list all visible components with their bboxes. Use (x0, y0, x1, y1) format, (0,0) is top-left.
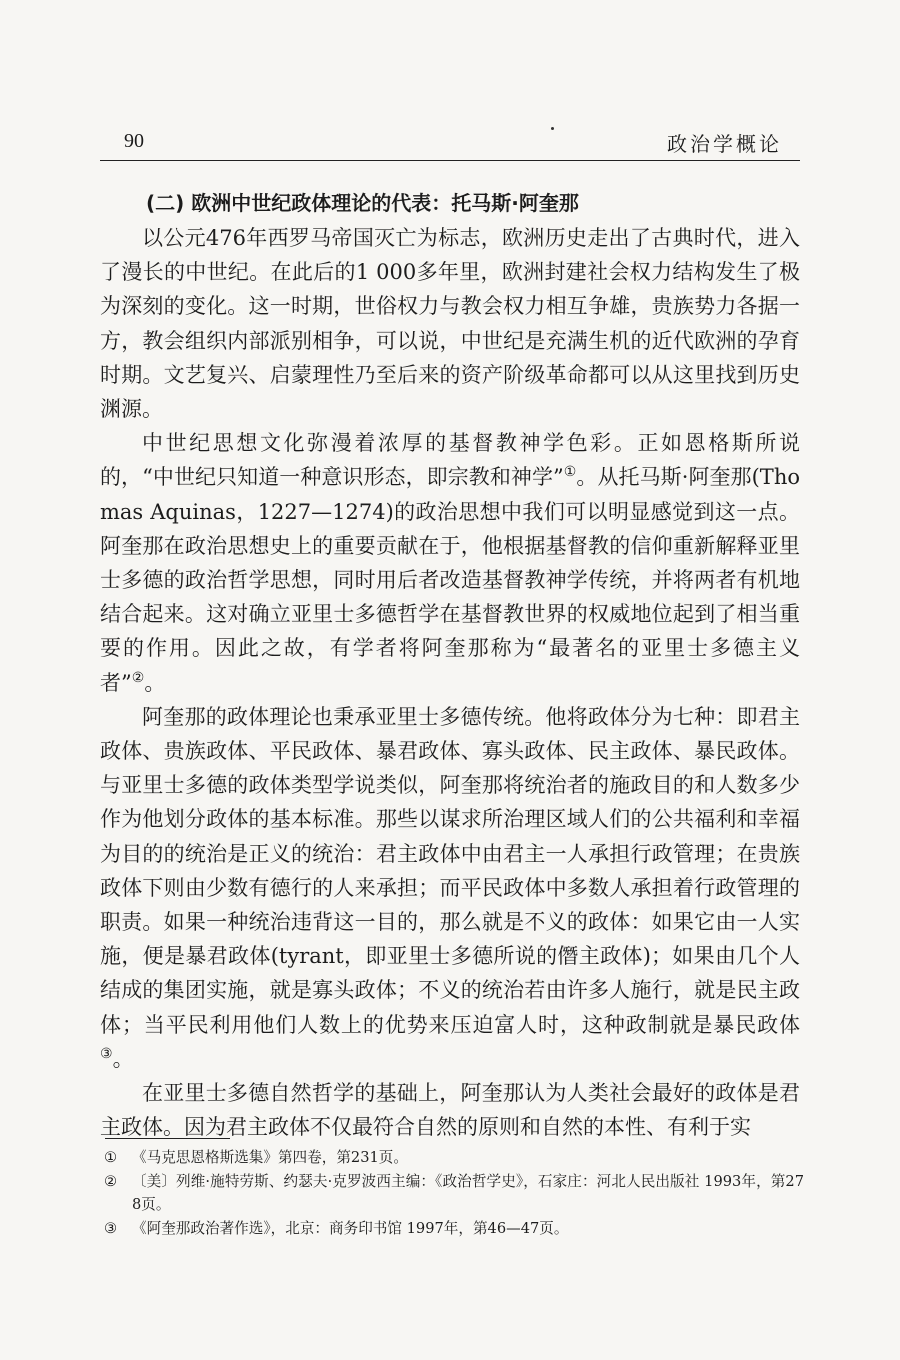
running-title: 政治学概论 (667, 132, 782, 156)
footnote-mark: ② (104, 1173, 118, 1190)
footnote-ref-2[interactable]: ② (131, 669, 145, 686)
paragraph-2 (100, 426, 800, 700)
paragraph-text: 以公元476年西罗马帝国灭亡为标志，欧洲历史走出了古典时代，进入了漫长的中世纪。在此后的1 000多年里，欧洲封建社会权力结构发生了极为深刻的变化。这一时期，世俗权力与教会权力相互争雄，贵族势力各据一方，教会组织内部派别相争，可以说，中世纪是充满生机的近代欧洲的孕育时期。文艺复兴、启蒙理性乃至后来的资产阶级革命都可以从这里找到历史渊源。 (100, 226, 800, 422)
paragraph-text: 中世纪思想文化弥漫着浓厚的基督教神学色彩。正如恩格斯所说的，“中世纪只知道一种意识形态，即宗教和神学” (100, 431, 800, 490)
paragraph-text: 。 (112, 1046, 134, 1071)
paragraph-text: 。 (144, 670, 166, 695)
footnote-ref-1[interactable]: ① (563, 464, 577, 481)
page-header (100, 128, 800, 160)
paragraph-text: 。从托马斯·阿奎那(Thomas Aquinas，1227—1274)的政治思想中我们可以明显感觉到这一点。阿奎那在政治思想史上的重要贡献在于，他根据基督教的信仰重新解释亚里士多德的政治哲学思想，同时用后者改造基督教神学传统，并将两者有机地结合起来。这对确立亚里士多德哲学在基督教世界的权威地位起到了相当重要的作用。因此之故，有学者将阿奎那称为“最著名的亚里士多德主义者” (100, 465, 800, 695)
header-rule (100, 160, 800, 161)
body-text (100, 185, 800, 1144)
footnote-3 (104, 1217, 804, 1240)
footnote-text: 〔美〕列维·施特劳斯、约瑟夫·克罗波西主编：《政治哲学史》，石家庄：河北人民出版社 1993年，第278页。 (132, 1173, 804, 1213)
paragraph-text: 在亚里士多德自然哲学的基础上，阿奎那认为人类社会最好的政体是君主政体。因为君主政体不仅最符合自然的原则和自然的本性、有利于实 (100, 1081, 800, 1140)
paragraph-3 (100, 700, 800, 1076)
footnote-ref-3[interactable]: ③ (100, 1045, 113, 1062)
footnote-text: 《阿奎那政治著作选》，北京：商务印书馆 1997年，第46—47页。 (132, 1220, 569, 1237)
footnote-1 (104, 1146, 804, 1169)
footnotes (104, 1146, 804, 1241)
footnote-mark: ③ (104, 1220, 118, 1237)
footnote-2 (104, 1170, 804, 1216)
footnote-text: 《马克思恩格斯选集》第四卷，第231页。 (132, 1149, 408, 1166)
paragraph-1 (100, 221, 800, 426)
print-speck (551, 127, 554, 130)
section-heading: (二) 欧洲中世纪政体理论的代表：托马斯·阿奎那 (146, 191, 579, 215)
paragraph-text: 阿奎那的政体理论也秉承亚里士多德传统。他将政体分为七种：即君主政体、贵族政体、平民政体、暴君政体、寡头政体、民主政体、暴民政体。与亚里士多德的政体类型学说类似，阿奎那将统治者的施政目的和人数多少作为他划分政体的基本标准。那些以谋求所治理区域人们的公共福利和幸福为目的的统治是正义的统治：君主政体中由君主一人承担行政管理；在贵族政体下则由少数有德行的人来承担；而平民政体中多数人承担着行政管理的职责。如果一种统治违背这一目的，那么就是不义的政体：如果它由一人实施，便是暴君政体(tyrant，即亚里士多德所说的僭主政体)；如果由几个人结成的集团实施，就是寡头政体；不义的统治若由许多人施行，就是民主政体；当平民利用他们人数上的优势来压迫富人时，这种政制就是暴民政体 (100, 704, 800, 1037)
footnote-mark: ① (104, 1149, 118, 1166)
page-number: 90 (124, 130, 144, 152)
paragraph-4 (100, 1076, 800, 1144)
footnote-rule (105, 1138, 230, 1139)
